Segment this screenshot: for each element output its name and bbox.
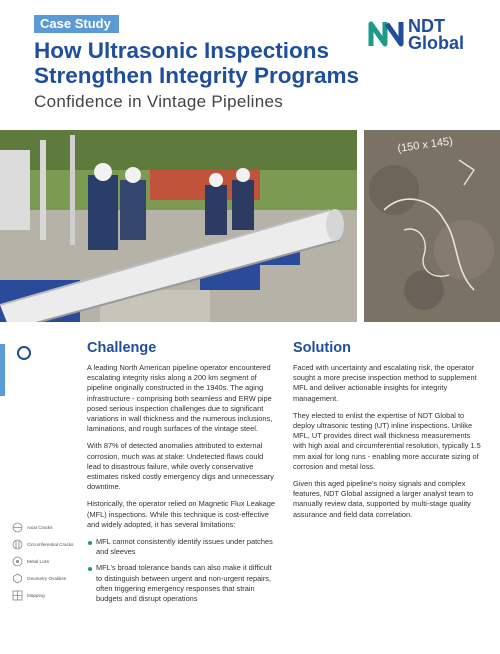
pipeline-workers-photo bbox=[0, 130, 357, 322]
challenge-section bbox=[87, 340, 275, 610]
legend-label-axial-cracks: Axial Cracks bbox=[27, 524, 53, 530]
challenge-paragraph-1: A leading North American pipeline operator encountered escalating integrity risks along a 200 km segment of pipeline originally constructed in the 1940s. The aging infrastructure - comprising both seamless and ERW pipe posed serious inspection challenges due to significant variations in wall thickness and the numerous inclusions, laminations, and rough surfaces of the vintage steel. bbox=[87, 363, 273, 434]
logo-text bbox=[408, 18, 464, 52]
solution-section bbox=[293, 340, 481, 527]
logo-text-ndt: NDT bbox=[408, 16, 445, 36]
mapping-icon bbox=[12, 590, 23, 601]
legend-label-metal-loss: Metal Loss bbox=[27, 558, 50, 564]
legend-label-circumferential-cracks: Circumferential Cracks bbox=[27, 541, 74, 547]
solution-paragraph-2: They elected to enlist the expertise of NDT Global to deploy ultrasonic testing (UT) inline inspections. Unlike MFL, UT provides direct wall thickness measurements with high axial and circumferential resolution, typically 1.5 mm axial for long runs - enabling more accurate sizing of corrosion and metal loss. bbox=[293, 410, 481, 471]
challenge-heading: Challenge bbox=[87, 340, 157, 356]
challenge-bullet-2: MFL’s broad tolerance bands can also make it difficult to distinguish between urgent and non-urgent repairs, often triggering emergency responses that strain budgets and disrupt operations bbox=[87, 563, 275, 604]
page-title bbox=[34, 38, 414, 88]
legend-item bbox=[12, 539, 82, 550]
geometry-ovalities-icon bbox=[12, 573, 23, 584]
section-marker-icon bbox=[17, 346, 31, 360]
metal-loss-icon bbox=[12, 556, 23, 567]
ndt-global-logo bbox=[368, 18, 483, 54]
circumferential-cracks-icon bbox=[12, 539, 23, 550]
logo-text-global: Global bbox=[408, 33, 465, 53]
legend-item bbox=[12, 573, 82, 584]
challenge-bullet-1: MFL cannot consistently identify issues under patches and sleeves bbox=[87, 537, 275, 557]
title-line-2: Strengthen Integrity Programs bbox=[34, 63, 360, 88]
case-study-badge: Case Study bbox=[34, 15, 119, 33]
legend-label-geometry-ovalities: Geometry Ovalities bbox=[27, 575, 67, 581]
photo-marking-text: (150 x 145) bbox=[396, 135, 454, 155]
title-line-1: How Ultrasonic Inspections bbox=[34, 38, 330, 63]
axial-cracks-icon bbox=[12, 522, 23, 533]
challenge-bullet-list bbox=[87, 537, 275, 604]
legend-item bbox=[12, 590, 82, 601]
legend-label-mapping: Mapping bbox=[27, 592, 45, 598]
page-subtitle: Confidence in Vintage Pipelines bbox=[34, 92, 284, 111]
corroded-pipe-photo bbox=[364, 130, 500, 322]
solution-paragraph-1: Faced with uncertainty and escalating risk, the operator sought a more precise inspection method to supplement MFL and deliver actionable insights for integrity management. bbox=[293, 363, 477, 403]
solution-heading: Solution bbox=[293, 340, 351, 356]
legend-item bbox=[12, 556, 82, 567]
challenge-paragraph-2: With 87% of detected anomalies attributed to external corrosion, much was at stake: Undetected flaws could lead to disastrous failure, while overly conservative estimates risked costly emergency digs and unnecessary downtime. bbox=[87, 441, 274, 492]
challenge-paragraph-3: Historically, the operator relied on Magnetic Flux Leakage (MFL) inspections. While this technique is cost-effective and widely adopted, it has several limitations: bbox=[87, 499, 276, 529]
solution-paragraph-3: Given this aged pipeline’s noisy signals and complex features, NDT Global assigned a larger analyst team to manually review data, supported by multi-stage quality assurance and field data correlation. bbox=[293, 479, 474, 519]
side-accent-bar bbox=[0, 344, 5, 396]
inspection-legend bbox=[12, 522, 82, 607]
ndt-logo-mark-icon bbox=[368, 18, 404, 50]
legend-item bbox=[12, 522, 82, 533]
